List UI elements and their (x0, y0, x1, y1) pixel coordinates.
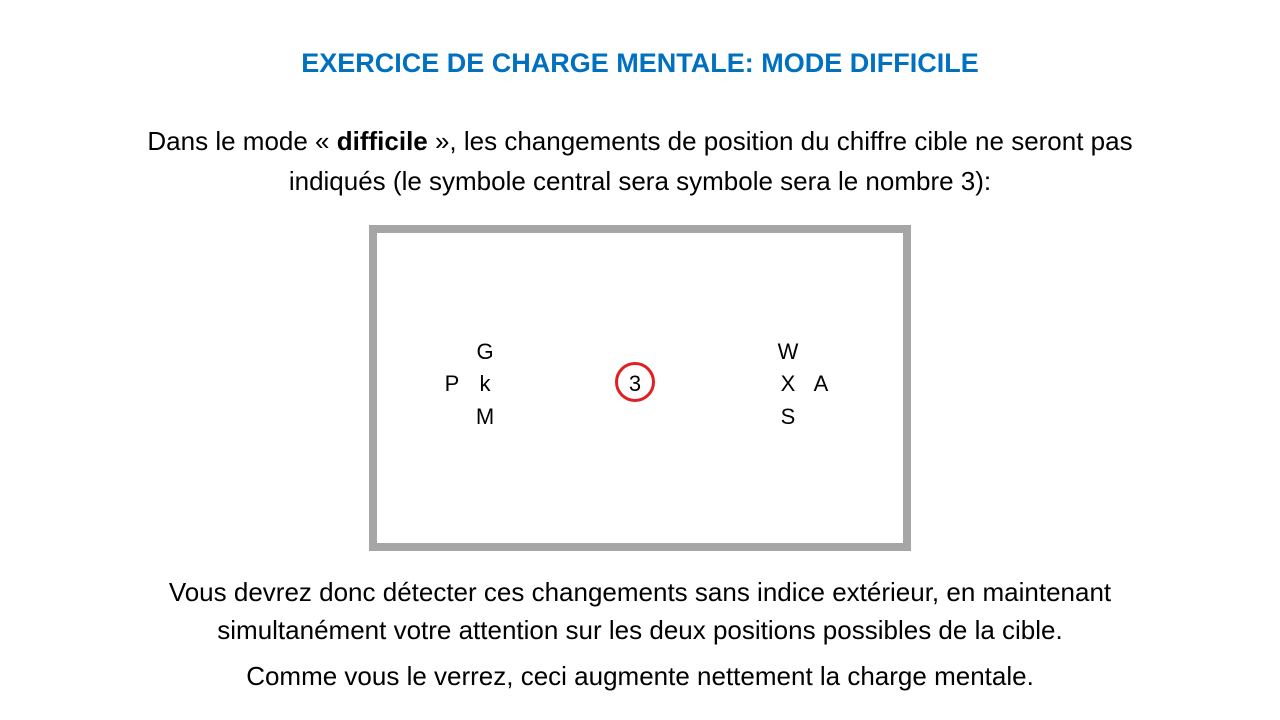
right-cluster-top-letter: W (777, 339, 799, 364)
footer-paragraph-1 (40, 573, 1240, 649)
intro-bold-word: difficile (336, 126, 428, 156)
slide-title: EXERCICE DE CHARGE MENTALE: MODE DIFFICILE (301, 48, 979, 78)
left-cluster-left-letter: P (444, 371, 460, 396)
left-cluster-bottom-letter: M (475, 404, 495, 429)
intro-text-part1: Dans le mode « (147, 126, 337, 156)
right-cluster-center-letter: X (780, 371, 796, 396)
right-cluster-right-letter: A (813, 371, 829, 396)
footer-line-2: simultanément votre attention sur les deux positions possibles de la cible. (217, 615, 1063, 645)
intro-text-line2: indiqués (le symbole central sera symbole sera le nombre 3): (288, 166, 992, 196)
left-cluster-top-letter: G (476, 339, 494, 364)
footer-line-1: Vous devrez donc détecter ces changements sans indice extérieur, en maintenant (168, 577, 1112, 607)
intro-text-part2: », les changements de position du chiffre cible ne seront pas (427, 126, 1133, 156)
left-cluster-center-letter: k (479, 371, 491, 396)
footer-paragraph-2: Comme vous le verrez, ceci augmente nettement la charge mentale. (246, 661, 1034, 691)
intro-paragraph (40, 121, 1240, 201)
right-cluster-bottom-letter: S (780, 404, 796, 429)
center-target-digit: 3 (628, 371, 642, 396)
